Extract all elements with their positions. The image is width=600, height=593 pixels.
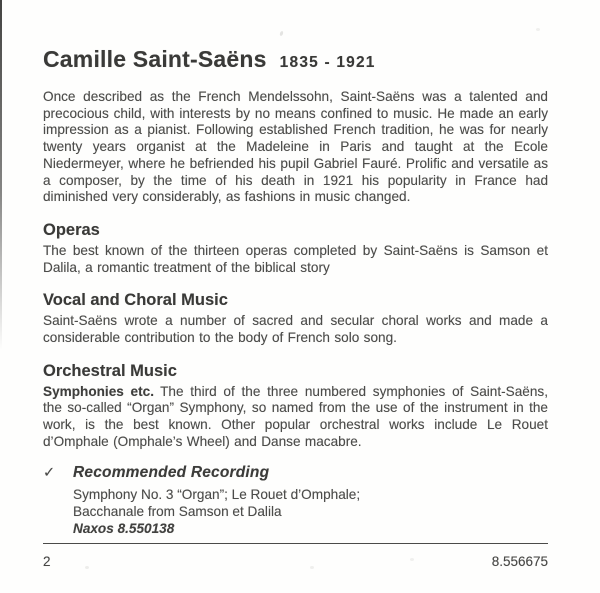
intro-paragraph: Once described as the French Mendelssohn, Saint-Saëns was a talented and precocious child, with interests by no means confined to music. He made an early impression as a pianist. Following established French tradition, he was for nearly twenty years organist at the Madeleine in Paris and taught at the Ecole Niedermeyer, where he befriended his pupil Gabriel Fauré. Prolific and versatile as a composer, by the time of his death in 1921 his popularity in France had diminished very considerably, as fashions in music changed. [43, 89, 548, 205]
footer-rule [43, 543, 548, 544]
page-footer [43, 552, 548, 569]
composer-name: Camille Saint-Saëns [43, 46, 267, 72]
section-body-orchestral [43, 384, 548, 451]
page-number: 2 [43, 554, 51, 570]
disc-catalog-number: 8.556675 [491, 554, 548, 570]
checkmark-icon: ✓ [43, 464, 56, 481]
section-heading-orchestral: Orchestral Music [43, 361, 177, 380]
section-heading-operas: Operas [43, 220, 100, 239]
page-title [43, 46, 548, 76]
section-body-operas: The best known of the thirteen operas completed by Saint-Saëns is Samson et Dalila, a romantic treatment of the biblical story [43, 242, 548, 275]
recommended-recording-details [73, 486, 548, 538]
symphonies-text: The third of the three numbered symphonies of Saint-Saëns, the so-called “Organ” Symphony, so named from the use of the instrument in the work, is the best known. Other popular orchestral works include Le Rouet d’Omphale (Omphale’s Wheel) and Danse macabre. [43, 383, 548, 449]
recording-works-line-2: Bacchanale from Samson et Dalila [73, 503, 282, 519]
recording-works-line-1: Symphony No. 3 “Organ”; Le Rouet d’Omphale; [73, 486, 361, 502]
composer-dates: 1835 - 1921 [279, 54, 376, 71]
recording-catalog-number: Naxos 8.550138 [73, 520, 175, 536]
recommended-recording-row [43, 464, 548, 482]
section-heading-vocal-choral: Vocal and Choral Music [43, 291, 228, 310]
recommended-recording-heading: Recommended Recording [73, 463, 270, 481]
symphonies-lead: Symphonies etc. [43, 383, 154, 399]
section-body-vocal-choral: Saint-Saëns wrote a number of sacred and secular choral works and made a considerable contribution to the body of French solo song. [43, 313, 548, 346]
